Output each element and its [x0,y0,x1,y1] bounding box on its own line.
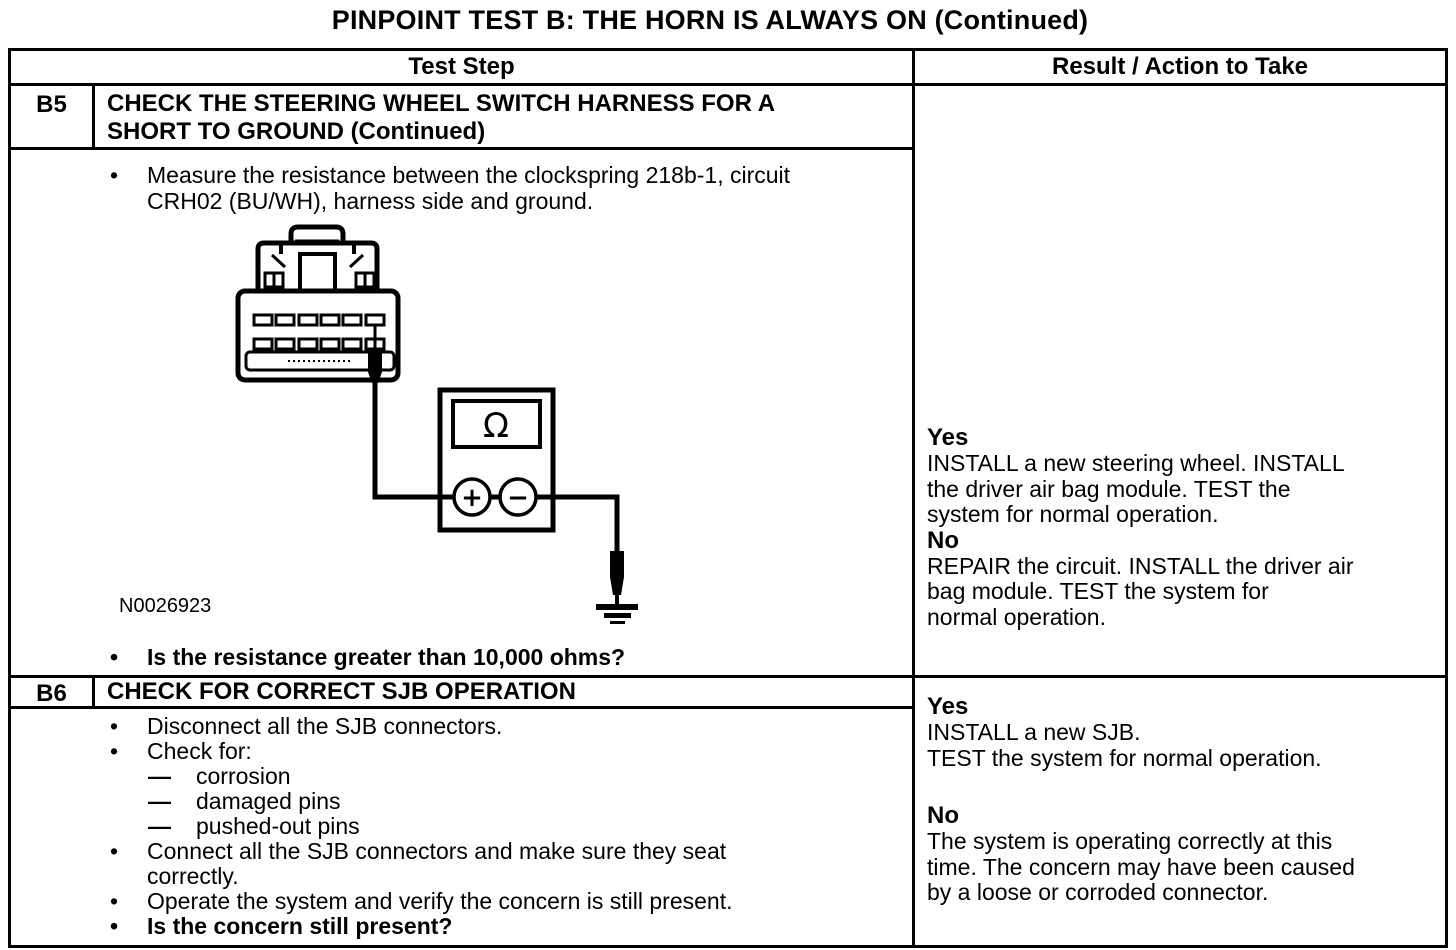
connector-pin-slots [254,315,384,349]
dash-icon: — [148,813,171,839]
b6-connect-line2: correctly. [147,863,239,889]
b6-bullet-check-for: • Check for: [110,738,252,764]
row-b6 [11,678,1445,945]
b6-no-line: by a loose or corroded connector. [927,879,1269,905]
b6-dash-pushed-out-pins: — pushed-out pins [148,813,360,839]
connector-accent-right [350,255,363,267]
b5-no-line: bag module. TEST the system for [927,578,1269,604]
b5-step1-text [147,162,790,214]
bullet-icon: • [110,644,119,670]
connector-upper-body [258,243,377,291]
b6-bullet-connect [11,839,912,889]
connector-key-slot [300,254,335,291]
b6-yes-label: Yes [927,693,969,720]
b6-dash-corrosion: — corrosion [148,763,291,789]
b5-yes-line: INSTALL a new steering wheel. INSTALL [927,450,1345,476]
b6-bullet-disconnect: • Disconnect all the SJB connectors. [110,713,503,739]
b5-no-line: normal operation. [927,603,1106,630]
bullet-icon: • [110,713,119,739]
b5-title-line1: CHECK THE STEERING WHEEL SWITCH HARNESS FOR A [107,90,776,117]
pinpoint-test-table [8,48,1448,948]
page-title: PINPOINT TEST B: THE HORN IS ALWAYS ON (Continued) [331,5,1089,35]
connector-accent-left [272,255,285,267]
bullet-icon: • [110,838,119,864]
b5-yes-line: the driver air bag module. TEST the [927,475,1291,502]
clockspring-ohmmeter-diagram [225,224,675,624]
b6-test-step-cell [11,709,912,945]
b5-step-id: B5 [11,86,95,147]
b6-question-item [11,914,912,939]
b6-yes-line: INSTALL a new SJB. [927,719,1141,745]
header-test-step: Test Step [408,53,515,80]
bullet-icon: • [110,913,119,939]
minus-terminal-icon: − [507,483,529,513]
b5-question-text: Is the resistance greater than 10,000 ohms? [147,644,626,670]
b5-step-title [95,86,775,147]
plus-terminal-icon: + [461,483,483,513]
bullet-icon: • [110,888,119,914]
dash-icon: — [148,763,171,789]
b5-yes-line: system for normal operation. [927,501,1219,527]
bullet-icon: • [110,738,119,764]
b5-yes-label: Yes [927,424,969,451]
b6-no-line: The system is operating correctly at this [927,828,1333,854]
ground-symbol-icon [596,604,638,624]
b5-title-line2: SHORT TO GROUND (Continued) [107,118,486,145]
b5-result-cell [912,86,1445,675]
header-result-action: Result / Action to Take [912,51,1445,83]
ohm-symbol: Ω [483,406,509,446]
b6-no-block [927,803,1439,906]
b6-yes-line: TEST the system for normal operation. [927,744,1322,771]
b5-step1-item [11,162,912,214]
b5-step1-line2: CRH02 (BU/WH), harness side and ground. [147,188,594,214]
b6-result-cell [912,678,1445,945]
b5-figure [11,224,912,624]
b6-no-label: No [927,802,959,829]
b5-question-item [11,644,912,670]
bullet-icon: • [110,162,119,188]
table-header-row [11,51,1445,86]
row-b5 [11,86,1445,678]
b6-step-title: CHECK FOR CORRECT SJB OPERATION [107,678,576,705]
b5-no-line: REPAIR the circuit. INSTALL the driver air [927,552,1354,579]
dash-icon: — [148,788,171,814]
b6-question-text: Is the concern still present? [147,913,453,939]
b5-no-label: No [927,526,959,554]
b6-title-bar [11,678,912,709]
ground-probe [610,551,624,595]
b5-step1-line1: Measure the resistance between the clockspring 218b-1, circuit [147,162,791,188]
b6-step-id: B6 [11,678,95,706]
figure-label: N0026923 [119,595,212,617]
b6-connect-line1: Connect all the SJB connectors and make sure they seat [147,838,727,864]
b5-test-step-cell [11,150,912,675]
b6-no-line: time. The concern may have been caused [927,853,1355,880]
b5-title-bar [11,86,912,150]
b6-dash-damaged-pins: — damaged pins [148,788,341,814]
b6-bullet-operate: • Operate the system and verify the concern is still present. [110,888,733,914]
